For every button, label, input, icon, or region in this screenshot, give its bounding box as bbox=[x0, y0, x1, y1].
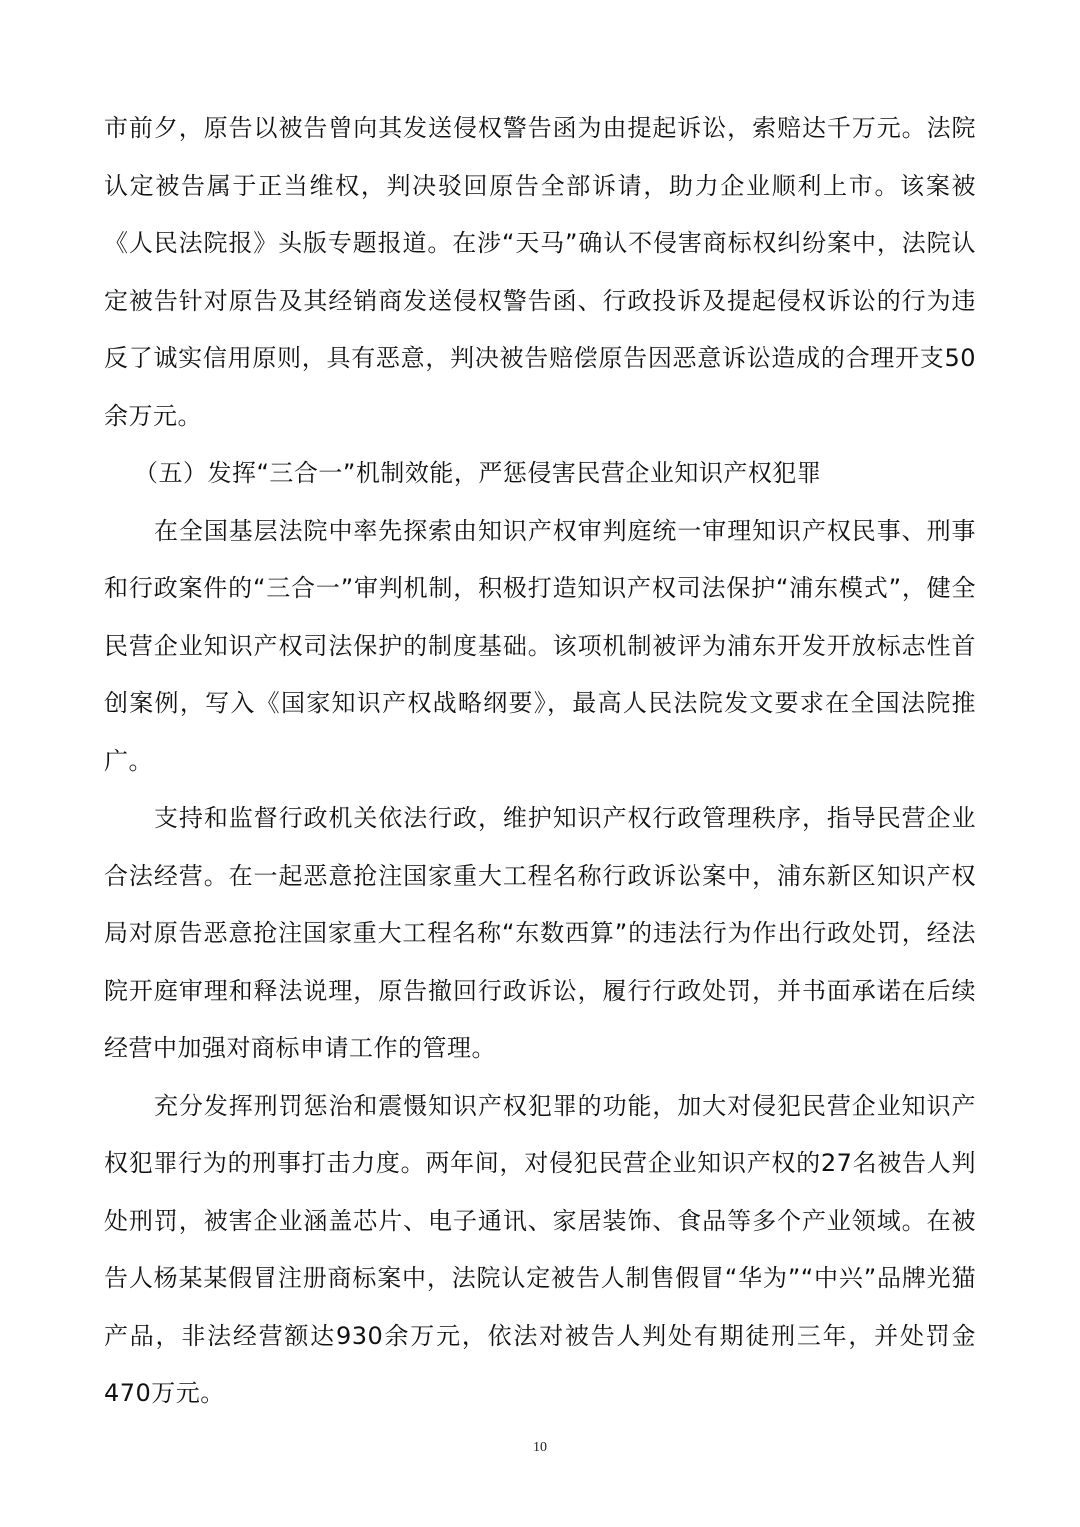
paragraph-three-in-one-mechanism: 在全国基层法院中率先探索由知识产权审判庭统一审理知识产权民事、刑事和行政案件的“三合一”审判机制，积极打造知识产权司法保护“浦东模式”，健全民营企业知识产权司法保护的制度基础。该项机制被评为浦东开发开放标志性首创案例，写入《国家知识产权战略纲要》，最高人民法院发文要求在全国法院推广。 bbox=[104, 516, 976, 775]
section-heading-five: （五）发挥“三合一”机制效能，严惩侵害民营企业知识产权犯罪 bbox=[134, 459, 822, 487]
document-page bbox=[104, 100, 976, 1423]
paragraph-criminal-punishment: 充分发挥刑罚惩治和震慑知识产权犯罪的功能，加大对侵犯民营企业知识产权犯罪行为的刑事打击力度。两年间，对侵犯民营企业知识产权的27名被告人判处刑罚，被害企业涵盖芯片、电子通讯、家居装饰、食品等多个产业领域。在被告人杨某某假冒注册商标案中，法院认定被告人制售假冒“华为”“中兴”品牌光猫产品，非法经营额达930余万元，依法对被告人判处有期徒刑三年，并处罚金470万元。 bbox=[104, 1091, 976, 1407]
page-number: 10 bbox=[533, 1440, 547, 1455]
paragraph-administrative-support: 支持和监督行政机关依法行政，维护知识产权行政管理秩序，指导民营企业合法经营。在一起恶意抢注国家重大工程名称行政诉讼案中，浦东新区知识产权局对原告恶意抢注国家重大工程名称“东数西算”的违法行为作出行政处罚，经法院开庭审理和释法说理，原告撤回行政诉讼，履行行政处罚，并书面承诺在后续经营中加强对商标申请工作的管理。 bbox=[104, 804, 976, 1062]
paragraph-continuation: 市前夕，原告以被告曾向其发送侵权警告函为由提起诉讼，索赔达千万元。法院认定被告属于正当维权，判决驳回原告全部诉请，助力企业顺利上市。该案被《人民法院报》头版专题报道。在涉“天马”确认不侵害商标权纠纷案中，法院认定被告针对原告及其经销商发送侵权警告函、行政投诉及提起侵权诉讼的行为违反了诚实信用原则，具有恶意，判决被告赔偿原告因恶意诉讼造成的合理开支50余万元。 bbox=[104, 114, 976, 430]
